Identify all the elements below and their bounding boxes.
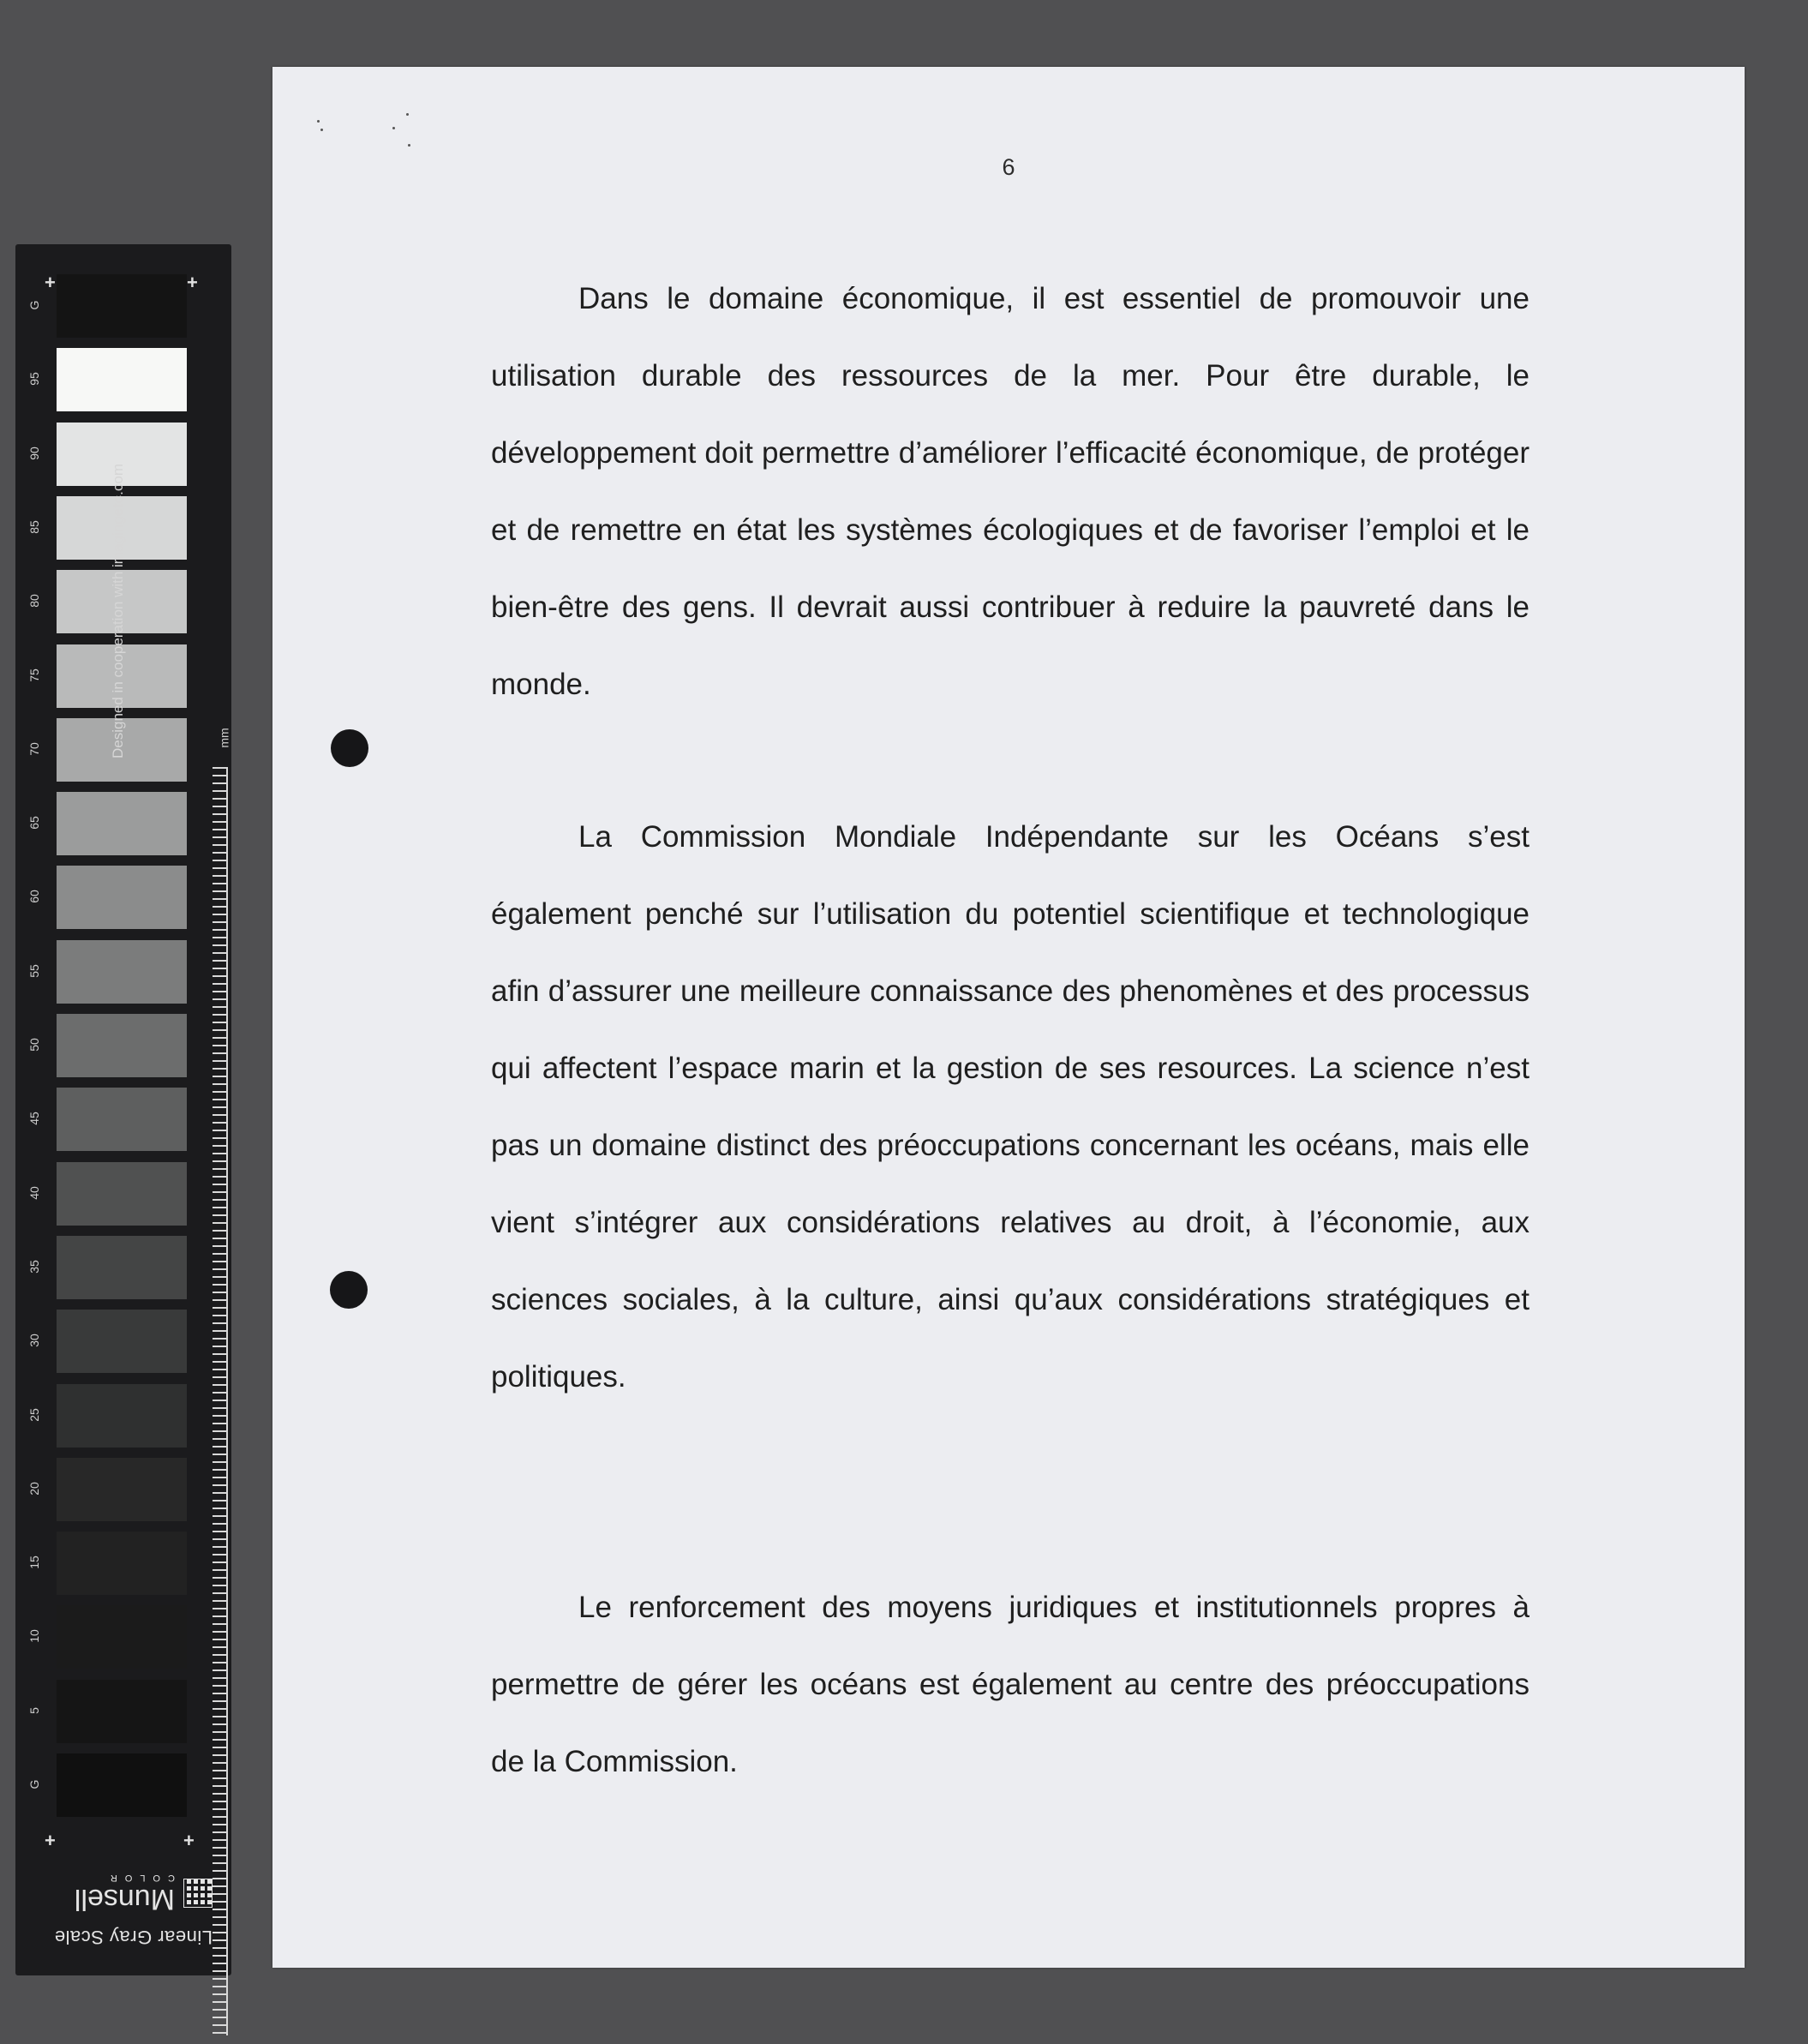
plus-mark-icon: + (187, 272, 198, 293)
gray-patch (57, 1753, 187, 1817)
scale-label: 80 (27, 594, 41, 608)
gray-patch (57, 866, 187, 929)
scale-label: 75 (27, 668, 41, 682)
scale-label: 20 (27, 1482, 41, 1496)
scale-label: 60 (27, 890, 41, 904)
ruler-unit-label: mm (217, 728, 231, 748)
paper-speck (317, 120, 320, 123)
gray-patch (57, 1014, 187, 1077)
scale-label: 10 (27, 1629, 41, 1644)
gray-patch (57, 274, 187, 338)
paragraph: La Commission Mondiale Indépendante sur les Océans s’est également penché sur l’utilisation du potentiel scientifique et technologique afin d’assurer une meilleure connaissance des phenomènes et des processus qui affectent l’espace marin et la gestion de ses resources. La science n’est pas un domaine distinct des préoccupations concernant les océans, mais elle vient s’intégrer aux considérations relatives au droit, à l’économie, aux sciences sociales, à la culture, ainsi qu’aux considérations stratégiques et politiques. (491, 820, 1530, 1394)
document-page (272, 67, 1745, 1968)
scale-label: 55 (27, 963, 41, 978)
gray-scale-card (15, 244, 231, 1975)
gray-patch (57, 1162, 187, 1226)
munsell-logo-icon (183, 1879, 213, 1908)
cooperation-text: Designed in cooperation with imagingetc.com (110, 464, 126, 758)
gray-patch (57, 1605, 187, 1669)
scale-label: 45 (27, 1112, 41, 1126)
mm-ruler (213, 767, 228, 2035)
scale-label: 25 (27, 1407, 41, 1422)
gray-patch (57, 1088, 187, 1151)
scale-label: 50 (27, 1038, 41, 1052)
scale-label: 90 (27, 446, 41, 460)
paper-speck (320, 129, 323, 131)
page-number: 6 (1002, 154, 1015, 180)
gray-patch (57, 1458, 187, 1521)
gray-patches (57, 274, 204, 1825)
paragraph: Dans le domaine économique, il est essentiel de promouvoir une utilisation durable des ressources de la mer. Pour être durable, le développement doit permettre d’améliorer l’efficacité économique, de protéger et de remettre en état les systèmes écologiques et de favoriser l’emploi et le bien-être des gens. Il devrait aussi contribuer à reduire la pauvreté dans le monde. (491, 282, 1530, 701)
scale-label: 70 (27, 742, 41, 756)
scale-label: 35 (27, 1260, 41, 1274)
brand-name: Munsell (74, 1883, 175, 1915)
paper-speck (392, 127, 395, 129)
paper-speck (406, 113, 409, 116)
plus-mark-icon: + (45, 1830, 56, 1851)
gray-patch (57, 1532, 187, 1595)
gray-patch (57, 1236, 187, 1299)
gray-patch (57, 1384, 187, 1448)
scale-label: 30 (27, 1334, 41, 1347)
scale-label: 85 (27, 520, 41, 534)
scale-label: 5 (27, 1706, 41, 1714)
scale-label: 15 (27, 1555, 41, 1569)
scale-label: 40 (27, 1185, 41, 1200)
gray-patch (57, 1680, 187, 1743)
gray-patch (57, 792, 187, 855)
paragraph: Le renforcement des moyens juridiques et institutionnels propres à permettre de gérer les océans est également au centre des préoccupations de la Commission. (491, 1591, 1530, 1778)
scale-label: G (27, 1779, 41, 1789)
scale-label: 65 (27, 816, 41, 830)
punch-hole (331, 729, 368, 767)
scale-label: G (27, 300, 41, 310)
plus-mark-icon: + (183, 1830, 195, 1851)
brand-subtitle: COLOR (102, 1873, 175, 1883)
punch-hole (330, 1271, 368, 1309)
paper-speck (408, 144, 410, 147)
munsell-brand (50, 1873, 213, 1948)
scale-label: 95 (27, 372, 41, 387)
plus-mark-icon: + (45, 272, 56, 293)
gray-patch (57, 1310, 187, 1373)
scale-title: Linear Gray Scale (54, 1927, 213, 1948)
gray-patch (57, 940, 187, 1004)
